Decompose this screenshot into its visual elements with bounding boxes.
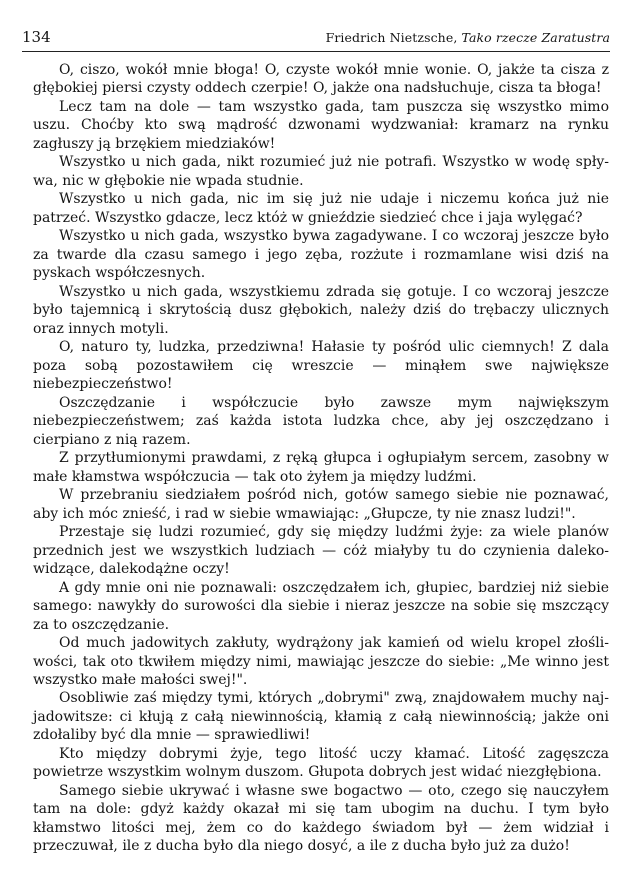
paragraph: Osobliwie zaś między tymi, których „dobrymi" zwą, znajdowałem muchy najjadowitsze: ci kłują z całą niewinnością, kłamią z całą niewinnością; jakże oni zdołaliby być dla mnie — sprawiedliwi!: [33, 690, 609, 744]
paragraph: Przestaje się ludzi rozumieć, gdy się między ludźmi żyje: za wiele planów przednich jest we wszystkich ludziach — cóż miałyby tu do czynienia dalekowidzące, dalekodążne oczy!: [33, 524, 609, 578]
paragraph: O, naturo ty, ludzka, przedziwna! Hałasie ty pośród ulic ciemnych! Z dala poza sobą pozostawiłem cię wreszcie — minąłem swe największe niebezpieczeństwo!: [33, 339, 609, 393]
running-head: [326, 28, 610, 48]
paragraph: Wszystko u nich gada, wszystko bywa zagadywane. I co wczoraj jeszcze było za twarde dla czasu samego i jego zęba, rozżute i rozmamlane wisi dziś na pyskach współczesnych.: [33, 228, 609, 282]
paragraph: A gdy mnie oni nie poznawali: oszczędzałem ich, głupiec, bardziej niż siebie samego: nawykły do surowości dla siebie i nieraz jeszcze na sobie się mszczący za to oszczędzanie.: [33, 579, 609, 633]
paragraph: Oszczędzanie i współczucie było zawsze mym największym niebezpieczeństwem; zaś każda istota ludzka chce, aby jej oszczędzano i cierpiano z nią razem.: [33, 394, 609, 448]
paragraph: Wszystko u nich gada, nikt rozumieć już nie potrafi. Wszystko w wodę spływa, nic w głębokie nie wpada studnie.: [33, 154, 609, 189]
running-head-title: Tako rzecze Zaratustra: [461, 30, 610, 45]
paragraph: Z przytłumionymi prawdami, z ręką głupca i ogłupiałym sercem, zasobny w małe kłamstwa współczucia — tak oto żyłem ja między ludźmi.: [33, 450, 609, 485]
running-head-author: Friedrich Nietzsche,: [325, 30, 462, 45]
paragraph: Od much jadowitych zakłuty, wydrążony jak kamień od wielu kropel złośliwości, tak oto tkwiłem między nimi, mawiając jeszcze do siebie: „Me winno jest wszystko małe małości swej!".: [33, 635, 609, 688]
paragraph: Wszystko u nich gada, wszystkiemu zdrada się gotuje. I co wczoraj jeszcze było tajemnicą i skrytością dusz głębokich, należy dziś do trębaczy ulicznych oraz innych motyli.: [33, 283, 609, 337]
paragraph: Samego siebie ukrywać i własne swe bogactwo — oto, czego się nauczyłem tam na dole: gdyż każdy okazał mi się tam ubogim na duchu. I tym było kłamstwo litości mej, żem co do każdego świadom był — żem widział i przeczuwał, ile z ducha było dla niego dosyć, a ile z ducha było już za dużo!: [33, 782, 609, 855]
paragraph: Wszystko u nich gada, nic im się już nie udaje i niczemu końca już nie patrzeć. Wszystko gdacze, lecz któż w gnieździe siedzieć chce i jaja wylęgać?: [33, 191, 609, 226]
page-number: 134: [22, 28, 51, 46]
paragraph: Lecz tam na dole — tam wszystko gada, tam puszcza się wszystko mimo uszu. Choćby kto swą mądrość dzwonami wydzwaniał: kramarz na rynku zagłuszy ją brzękiem miedziaków!: [33, 98, 609, 152]
running-header: [22, 27, 610, 52]
paragraph: Kto między dobrymi żyje, tego litość uczy kłamać. Litość zagęszcza powietrze wszystkim wolnym duszom. Głupota dobrych jest widać niezgłębiona.: [33, 745, 609, 781]
body-text: [33, 61, 609, 856]
paragraph: W przebraniu siedziałem pośród nich, gotów samego siebie nie poznawać, aby ich móc znieść, i rad w siebie wmawiając: „Głupcze, ty nie znasz ludzi!".: [33, 487, 609, 522]
paragraph: O, ciszo, wokół mnie błoga! O, czyste wokół mnie wonie. O, jakże ta cisza z głębokiej piersi czysty oddech czerpie! O, jakże ona nadsłuchuje, cisza ta błoga!: [33, 62, 609, 97]
